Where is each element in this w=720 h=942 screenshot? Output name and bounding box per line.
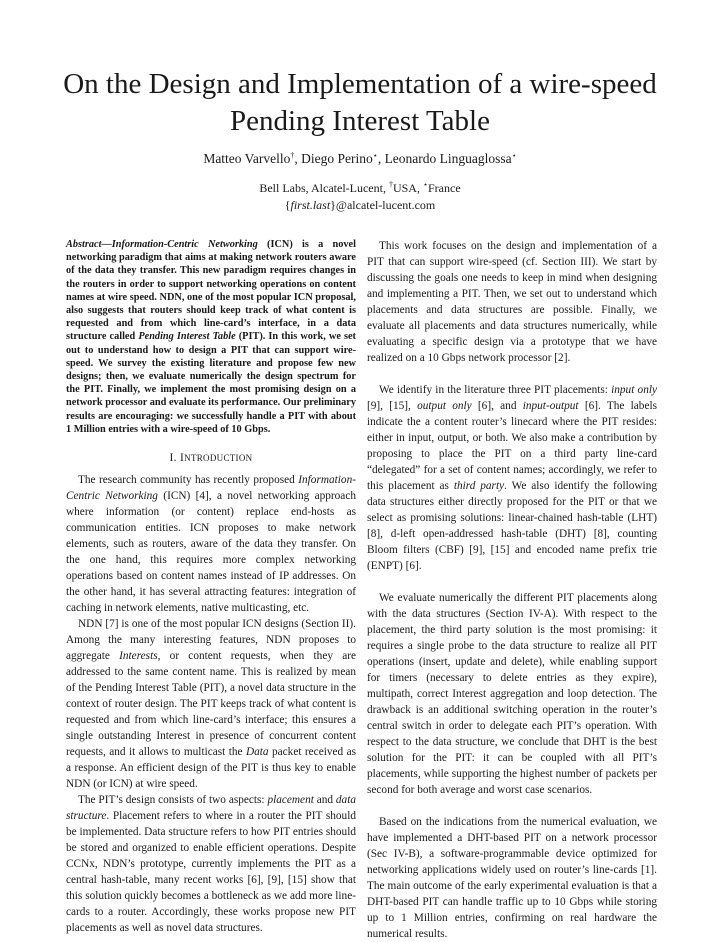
body-paragraph: We evaluate numerically the different PIT placements along with the data structures (Section IV-A). With respect to the placement, the third party solution is the most promising: it requires a single probe to the data structure to realize all PIT operations (insert, update and delete), while enabling support for timers (necessary to delete entries as they expire), multipath, correct Interest aggregation and loop detection. The drawback is an additional switching operation in the router’s central switch in order to delegate each PIT’s operation. With respect to the data structure, we conclude that DHT is the best solution for the PIT: it can be coupled with all PIT’s placements, while supporting the highest number of packets per second for both average and worst case scenarios. <box>367 592 657 796</box>
affiliation-block <box>40 180 680 214</box>
body-text: , or content requests, when they are addressed to the same content name. This is realized by mean of the Pending Interest Table (PIT), a novel data structure in the context of router design. The PIT keeps track of what content is requested and from which line-card’s interface; this ensures a single outstanding Interest in presence of concurrent content requests, and it allows to multicast the <box>66 650 356 759</box>
affiliation-mark: ⋆ <box>372 151 378 160</box>
email-brace: { <box>284 198 291 212</box>
body-term: third party <box>453 480 505 492</box>
affiliation-text: France <box>428 181 461 195</box>
author-name: Diego Perino <box>301 151 373 166</box>
section-number: I. <box>169 452 181 465</box>
email-line <box>40 197 680 214</box>
left-column <box>66 238 356 936</box>
body-text: [9], [15], <box>367 400 418 412</box>
body-text: NDN [7] is one of the most popular ICN designs (Section II). Among the many interesting features, NDN proposes to aggregate <box>66 618 356 663</box>
body-text: [6], and <box>471 400 523 412</box>
body-paragraph: This work focuses on the design and implementation of a PIT that can support wire-speed (cf. Section III). We start by discussing the goals one needs to keep in mind when designing and implementing a PIT. Then, we set out to understand which placements and data structures are possible. Finally, we evaluate all placements and data structures numerically, while evaluating a specific design via a prototype that we have realized on a 10 Gbps network processor [2]. <box>367 240 657 364</box>
body-term: data structure <box>66 794 356 823</box>
body-text: . We also identify the following data structures either directly proposed for the PIT or that we select as promising solutions: linear-chained hash-table (LHT) [8], d-left open-addressed hash-table (DHT) [8], counting Bloom filters (CBF) [9], [15] and encoded name prefix trie (ENPT) [6]. <box>367 480 657 572</box>
affiliation-mark: † <box>290 151 295 160</box>
section-heading-introduction <box>66 450 356 466</box>
affiliation-text: Bell Labs, Alcatel-Lucent, <box>259 181 389 195</box>
email-user: first.last <box>290 198 331 212</box>
right-column <box>367 238 657 942</box>
abstract-term: Pending Interest Table <box>138 331 236 343</box>
section-title-rest: NTRODUCTION <box>184 453 253 464</box>
body-text: packet received as a response. An efficient design of the PIT is thus key to enable NDN (or ICN) at wire speed. <box>66 746 356 791</box>
author-separator: , <box>294 151 302 166</box>
abstract-lead: Abstract—Information-Centric Networking <box>66 239 258 250</box>
email-domain: }@alcatel-lucent.com <box>330 198 436 212</box>
paper-title: On the Design and Implementation of a wire-speed Pending Interest Table <box>63 68 657 137</box>
author-separator: , <box>377 151 385 166</box>
body-term: input only <box>611 384 657 396</box>
body-paragraph <box>66 472 356 616</box>
author-name: Matteo Varvello <box>203 151 291 166</box>
abstract <box>66 238 356 436</box>
affiliation-mark: ⋆ <box>422 180 428 189</box>
body-paragraph <box>66 616 356 792</box>
body-term: Data <box>245 746 269 759</box>
body-term: output only <box>417 400 472 412</box>
abstract-text: (PIT). In this work, we set out to understand how to design a PIT that can support wire-speed. We survey the existing literature and propose few new designs; then, we evaluate numerically the design spectrum for the PIT. Finally, we implement the most promising design on a network processor and evaluate its performance. Our preliminary results are encouraging: we successfully handle a PIT with about 1 Million entries with a wire-speed of 10 Gbps. <box>66 331 356 435</box>
body-paragraph: Based on the indications from the numerical evaluation, we have implemented a DHT-based PIT on a network processor (Sec IV-B), a software-programmable device optimized for networking applications widely used on router’s line-cards [1]. The main outcome of the early experimental evaluation is that a DHT-based PIT can handle traffic up to 10 Gbps while storing up to 1 Million entries, confirming on real hardware the numerical results. <box>367 816 657 940</box>
body-text: The PIT’s design consists of two aspects: <box>78 794 268 807</box>
abstract-text: (ICN) is a novel networking paradigm that aims at making network routers aware of the data they transfer. This new paradigm requires changes in the routers in order to support networking operations on content names at wire speed. NDN, one of the most popular ICN proposal, also suggests that routers should keep track of what content is requested and from which line-card’s interface, in a data structure called <box>66 239 356 343</box>
body-text: (ICN) [4], a novel networking approach where information (or content) replace end-hosts as communication entities. ICN proposes to make network elements, such as routers, aware of the data they transfer. On the one hand, this requires more complex networking operations based on content names instead of IP addresses. On the other hand, it has several attracting features: integration of caching in network elements, native multicasting, etc. <box>66 490 356 615</box>
body-text: We identify in the literature three PIT placements: <box>379 384 612 396</box>
body-term: placement <box>267 794 314 807</box>
affiliation-text: USA, <box>392 181 423 195</box>
affiliation-mark: † <box>388 180 393 189</box>
body-term: Information-Centric Networking <box>66 474 356 503</box>
body-text: and <box>313 794 336 807</box>
author-list <box>40 150 680 167</box>
body-text: . Placement refers to where in a router the PIT should be implemented. Data structure refers to how PIT entries should be stored and organized to enable efficient operations. Despite CCNx, NDN’s prototype, currently implements the PIT as a central hash-table, many recent works [6], [9], [15] show that this solution quickly becomes a bottleneck as we add more line-cards to a router. Accordingly, these works propose new PIT placements as well as novel data structures. <box>66 810 356 935</box>
affiliation-mark: ⋆ <box>511 151 517 160</box>
body-text: The research community has recently proposed <box>78 474 299 487</box>
author-name: Leonardo Linguaglossa <box>384 151 512 166</box>
body-paragraph <box>66 792 356 936</box>
body-term: Interests <box>119 650 158 663</box>
body-text: [6]. The labels indicate the a content router’s linecard where the PIT resides: either in input, output, or both. We also make a contribution by proposing to place the PIT on a third party line-card “delegated” for a set of content names; accordingly, we refer to this placement as <box>367 400 657 492</box>
section-title-initial: I <box>180 452 185 465</box>
affiliation-line <box>40 180 680 197</box>
body-paragraph <box>367 382 657 574</box>
body-term: input-output <box>522 400 579 412</box>
